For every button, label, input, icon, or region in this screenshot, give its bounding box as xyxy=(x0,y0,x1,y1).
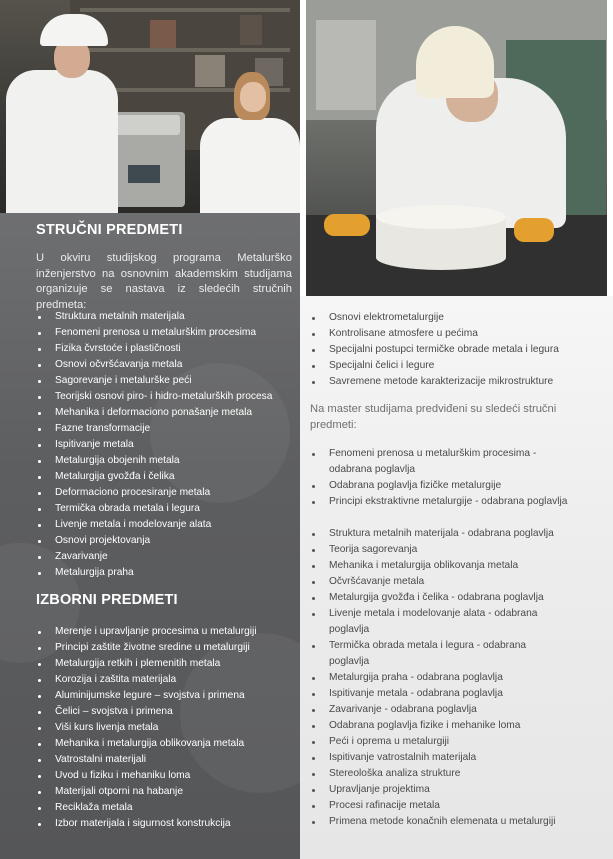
list-item: Metalurgija obojenih metala xyxy=(55,453,272,469)
list-item: Termička obrada metala i legura - odabrana poglavlja xyxy=(329,638,569,670)
list-item: Materijali otporni na habanje xyxy=(55,784,257,800)
list-item: Zavarivanje xyxy=(55,549,272,565)
master-predmeti-list xyxy=(329,446,569,830)
list-item: Odabrana poglavlja fizike i mehanike loma xyxy=(329,718,569,734)
list-item: Osnovi očvršćavanja metala xyxy=(55,357,272,373)
list-item: Fenomeni prenosa u metalurškim procesima xyxy=(55,325,272,341)
list-item: Teorijski osnovi piro- i hidro-metalurških procesa xyxy=(55,389,272,405)
list-item: Ispitivanje vatrostalnih materijala xyxy=(329,750,569,766)
list-item: Struktura metalnih materijala - odabrana poglavlja xyxy=(329,526,569,542)
list-item: Sagorevanje i metalurške peći xyxy=(55,373,272,389)
list-item: Korozija i zaštita materijala xyxy=(55,672,257,688)
list-item: Fenomeni prenosa u metalurškim procesima - odabrana poglavlja xyxy=(329,446,569,478)
photo-crucible-worker xyxy=(306,0,607,296)
list-item: Ispitivanje metala - odabrana poglavlja xyxy=(329,686,569,702)
list-item: Struktura metalnih materijala xyxy=(55,309,272,325)
list-item: Kontrolisane atmosfere u pećima xyxy=(329,326,569,342)
list-item: Peći i oprema u metalurgiji xyxy=(329,734,569,750)
list-item: Čelici – svojstva i primena xyxy=(55,704,257,720)
list-item: Stereološka analiza strukture xyxy=(329,766,569,782)
list-item: Livenje metala i modelovanje alata - odabrana poglavlja xyxy=(329,606,569,638)
list-item: Viši kurs livenja metala xyxy=(55,720,257,736)
strucni-intro-text: U okviru studijskog programa Metalurško inženjerstvo na osnovnim akademskim studijama organizuje se nastava iz sledećih stručnih predmeta: xyxy=(36,252,292,311)
izborni-predmeti-heading: IZBORNI PREDMETI xyxy=(36,592,178,608)
list-item: Mehanika i metalurgija oblikovanja metala xyxy=(55,736,257,752)
list-item: Upravljanje projektima xyxy=(329,782,569,798)
list-item: Aluminijumske legure – svojstva i primena xyxy=(55,688,257,704)
list-item: Principi ekstraktivne metalurgije - odabrana poglavlja xyxy=(329,494,569,526)
list-item: Livenje metala i modelovanje alata xyxy=(55,517,272,533)
list-item: Fizika čvrstoće i plastičnosti xyxy=(55,341,272,357)
list-item: Reciklaža metala xyxy=(55,800,257,816)
list-item: Metalurgija praha xyxy=(55,565,272,581)
master-intro-text: Na master studijama predviđeni su sledeći stručni predmeti: xyxy=(310,403,557,431)
list-item: Ispitivanje metala xyxy=(55,437,272,453)
list-item: Procesi rafinacije metala xyxy=(329,798,569,814)
list-item: Primena metode konačnih elemenata u metalurgiji xyxy=(329,814,569,830)
izborni-predmeti-list xyxy=(55,624,257,832)
photo-lab-workers xyxy=(0,0,300,213)
list-item: Specijalni postupci termičke obrade metala i legura xyxy=(329,342,569,358)
list-item: Specijalni čelici i legure xyxy=(329,358,569,374)
list-item: Fazne transformacije xyxy=(55,421,272,437)
list-item: Zavarivanje - odabrana poglavlja xyxy=(329,702,569,718)
strucni-predmeti-list xyxy=(55,309,272,581)
list-item: Termička obrada metala i legura xyxy=(55,501,272,517)
list-item: Merenje i upravljanje procesima u metalurgiji xyxy=(55,624,257,640)
list-item: Metalurgija praha - odabrana poglavlja xyxy=(329,670,569,686)
list-item: Vatrostalni materijali xyxy=(55,752,257,768)
list-item: Očvršćavanje metala xyxy=(329,574,569,590)
list-item: Mehanika i deformaciono ponašanje metala xyxy=(55,405,272,421)
list-item: Metalurgija gvožđa i čelika xyxy=(55,469,272,485)
list-item: Mehanika i metalurgija oblikovanja metala xyxy=(329,558,569,574)
list-item: Teorija sagorevanja xyxy=(329,542,569,558)
list-item: Principi zaštite životne sredine u metalurgiji xyxy=(55,640,257,656)
strucni-predmeti-list-continued xyxy=(329,310,569,390)
list-item: Metalurgija retkih i plemenitih metala xyxy=(55,656,257,672)
list-item: Deformaciono procesiranje metala xyxy=(55,485,272,501)
list-item: Osnovi elektrometalurgije xyxy=(329,310,569,326)
list-item: Izbor materijala i sigurnost konstrukcija xyxy=(55,816,257,832)
list-item: Savremene metode karakterizacije mikrostrukture xyxy=(329,374,569,390)
strucni-predmeti-heading: STRUČNI PREDMETI xyxy=(36,222,183,238)
list-item: Osnovi projektovanja xyxy=(55,533,272,549)
list-item: Metalurgija gvožđa i čelika - odabrana poglavlja xyxy=(329,590,569,606)
list-item: Odabrana poglavlja fizičke metalurgije xyxy=(329,478,569,494)
list-item: Uvod u fiziku i mehaniku loma xyxy=(55,768,257,784)
